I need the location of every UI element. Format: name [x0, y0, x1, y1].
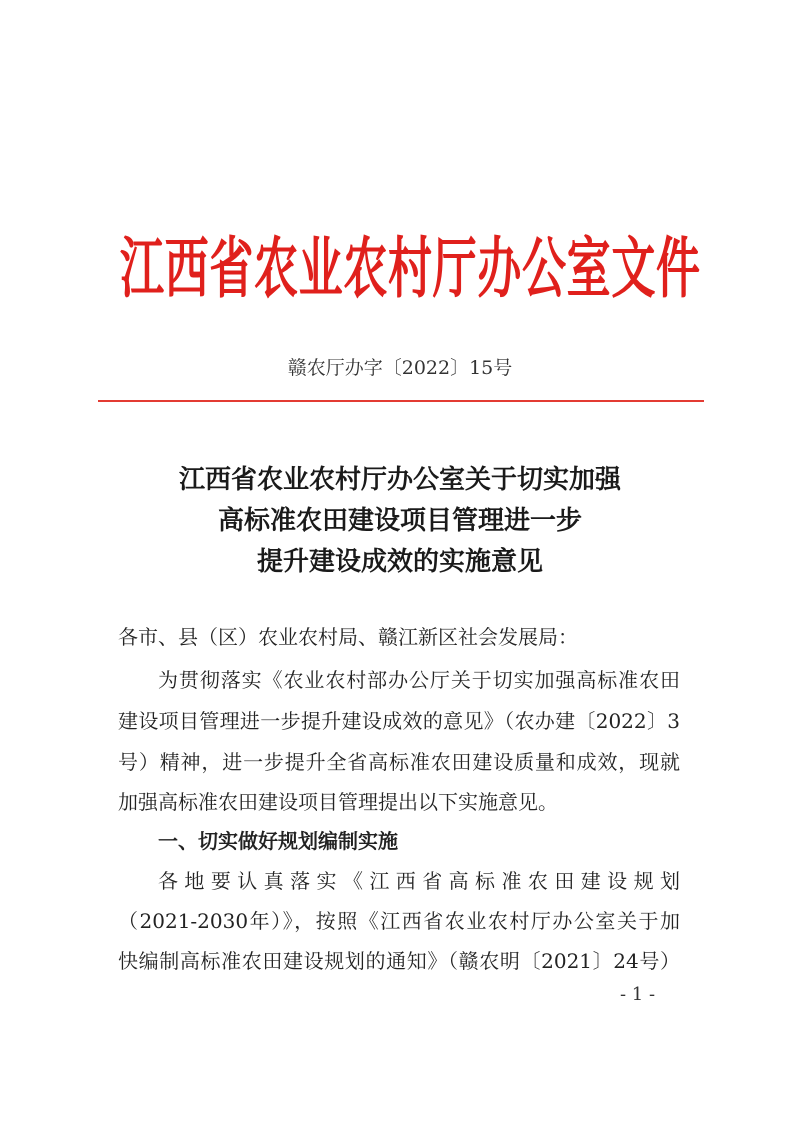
paragraph-1-line-4: 加强高标准农田建设项目管理提出以下实施意见。	[118, 790, 558, 814]
paragraph-2-line-2: （2021-2030年）》，按照《江西省农业农村厅办公室关于加	[118, 909, 680, 933]
paragraph-1-line-3: 号）精神，进一步提升全省高标准农田建设质量和成效，现就	[118, 750, 680, 774]
page-number: - 1 -	[620, 984, 656, 1005]
red-divider-line	[98, 400, 704, 402]
paragraph-2-line-3: 快编制高标准农田建设规划的通知》（赣农明〔2021〕24号）	[118, 949, 680, 973]
issuing-organization-header: 江西省农业农村厅办公室文件	[120, 231, 700, 308]
section-1-heading: 一、切实做好规划编制实施	[158, 829, 398, 853]
document-title-line-2: 高标准农田建设项目管理进一步	[217, 506, 582, 536]
paragraph-1-line-1: 为贯彻落实《农业农村部办公厅关于切实加强高标准农田	[158, 668, 680, 692]
document-number: 赣农厅办字〔2022〕15号	[287, 357, 513, 379]
document-title-line-1: 江西省农业农村厅办公室关于切实加强	[178, 465, 621, 495]
paragraph-1-line-2: 建设项目管理进一步提升建设成效的意见》（农办建〔2022〕3	[118, 709, 680, 733]
document-title-line-3: 提升建设成效的实施意见	[256, 547, 543, 577]
addressee: 各市、县（区）农业农村局、赣江新区社会发展局：	[118, 625, 578, 649]
paragraph-2-line-1: 各地要认真落实《江西省高标准农田建设规划	[158, 869, 680, 893]
